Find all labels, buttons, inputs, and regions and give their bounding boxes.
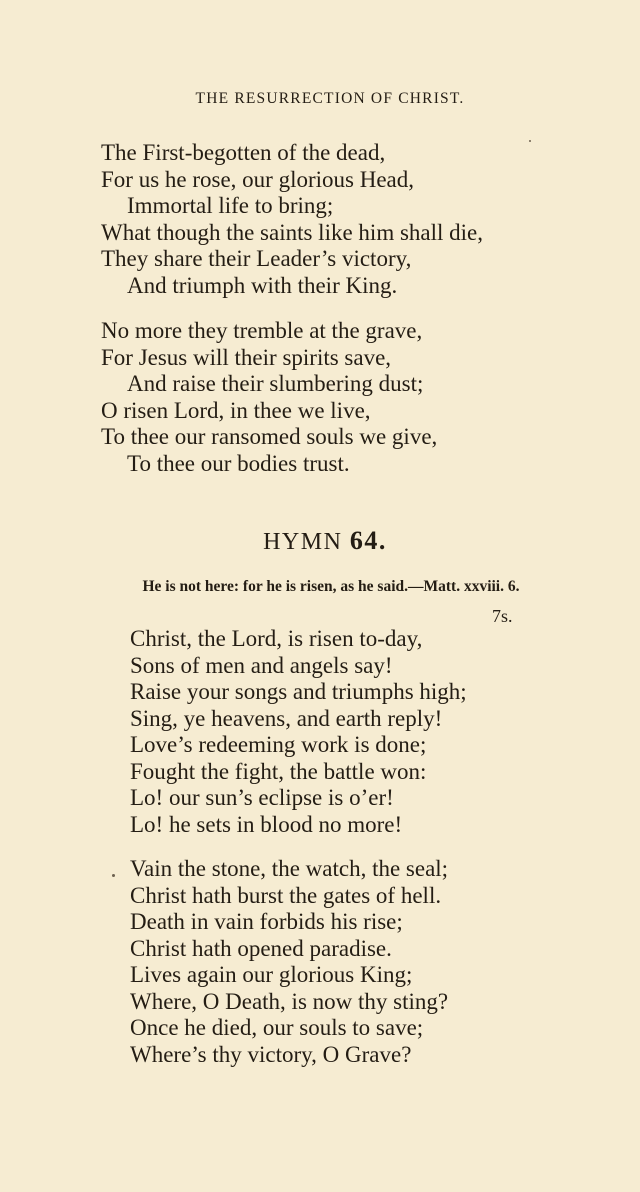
verse-line: And triumph with their King. <box>127 272 398 298</box>
print-speck <box>529 140 531 142</box>
verse-line: Where’s thy victory, O Grave? <box>130 1041 412 1067</box>
verse-line: Sing, ye heavens, and earth reply! <box>130 705 443 731</box>
verse-line: Immortal life to bring; <box>127 193 334 218</box>
verse-line: Sons of men and angels say! <box>130 652 393 678</box>
hymn-title <box>0 526 640 556</box>
verse-line: For us he rose, our glorious Head, <box>101 166 415 192</box>
verse-line: For Jesus will their spirits save, <box>101 344 392 370</box>
running-head: THE RESURRECTION OF CHRIST. <box>195 90 465 107</box>
verse-line: Once he died, our souls to save; <box>130 1015 424 1040</box>
verse-line: Love’s redeeming work is done; <box>130 732 427 757</box>
hymn-label: HYMN <box>263 529 343 555</box>
stanza-2 <box>101 318 437 477</box>
print-speck <box>112 874 115 877</box>
verse-line: To thee our bodies trust. <box>127 450 350 476</box>
verse-line: Lo! he sets in blood no more! <box>130 811 403 837</box>
verse-line: Christ, the Lord, is risen to-day, <box>130 626 423 651</box>
verse-line: Lives again our glorious King; <box>130 962 413 987</box>
verse-line: No more they tremble at the grave, <box>101 318 423 343</box>
verse-line: Death in vain forbids his rise; <box>130 909 403 934</box>
verse-line: Raise your songs and triumphs high; <box>130 679 467 704</box>
stanza-1 <box>101 140 483 299</box>
verse-line: Christ hath burst the gates of hell. <box>130 882 442 908</box>
stanza-3 <box>130 626 467 838</box>
verse-line: They share their Leader’s victory, <box>101 246 412 271</box>
verse-line: Fought the fight, the battle won: <box>130 758 427 784</box>
verse-line: Christ hath opened paradise. <box>130 935 392 961</box>
verse-line: And raise their slumbering dust; <box>127 371 424 396</box>
verse-line: O risen Lord, in thee we live, <box>101 397 371 423</box>
verse-line: The First-begotten of the dead, <box>101 140 386 165</box>
verse-line: What though the saints like him shall die, <box>101 219 483 245</box>
hymn-number: 64. <box>349 526 387 555</box>
stanza-4 <box>130 856 448 1068</box>
verse-line: To thee our ransomed souls we give, <box>101 424 438 449</box>
verse-line: Where, O Death, is now thy sting? <box>130 988 449 1014</box>
verse-line: Vain the stone, the watch, the seal; <box>130 856 449 881</box>
meter-mark: 7s. <box>492 606 513 626</box>
scripture-epigraph: He is not here: for he is risen, as he said.—Matt. xxviii. 6. <box>142 578 520 595</box>
verse-line: Lo! our sun’s eclipse is o’er! <box>130 785 394 810</box>
